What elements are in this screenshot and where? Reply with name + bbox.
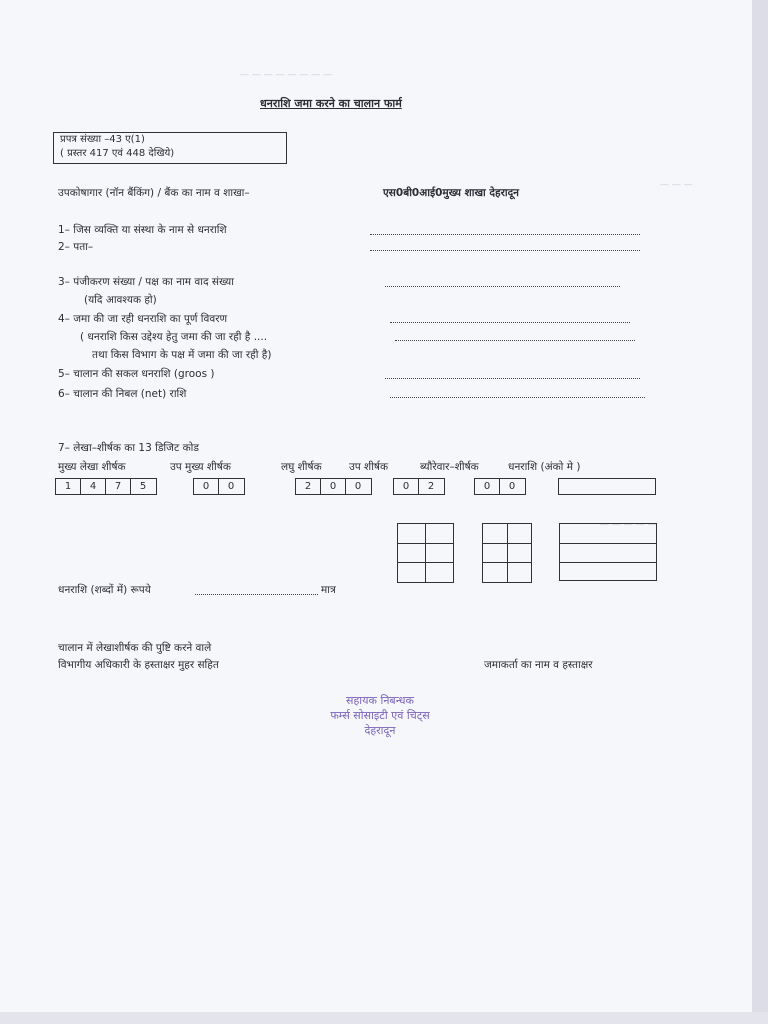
col-amount: धनराशि (अंको मे ) <box>508 461 581 473</box>
page-bottom-edge <box>0 1012 768 1024</box>
item-5-field[interactable] <box>385 378 640 379</box>
digit: 2 <box>427 481 435 492</box>
digit: 0 <box>508 481 516 492</box>
reference-line-1: प्रपत्र संख्या –43 ए(1) <box>60 134 145 145</box>
col-minor-head: लघु शीर्षक <box>281 461 322 473</box>
showthrough-text: — — — <box>660 180 693 190</box>
digit: 0 <box>227 481 235 492</box>
item-4-note-1: ( धनराशि किस उद्देश्य हेतु जमा की जा रही है .... <box>80 331 268 343</box>
digit: 0 <box>354 481 362 492</box>
major-head-digits[interactable] <box>55 478 157 495</box>
official-signature-label-1: चालान में लेखाशीर्षक की पुष्टि करने वाले <box>58 642 212 654</box>
bank-value: एस0बी0आई0मुख्य शाखा देहरादून <box>383 187 519 199</box>
item-3-note: (यदि आवश्यक हो) <box>84 294 157 306</box>
depositor-signature-label: जमाकर्ता का नाम व हस्ताक्षर <box>484 659 593 671</box>
stamp-line-2: फर्म्स सोसाइटी एवं चिट्स <box>330 709 430 722</box>
reference-line-2: ( प्रस्तर 417 एवं 448 देखिये) <box>60 148 175 159</box>
form-title: धनराशि जमा करने का चालान फार्म <box>260 97 402 110</box>
digit: 0 <box>394 479 419 494</box>
code-heading: 7– लेखा–शीर्षक का 13 डिजिट कोड <box>58 442 199 454</box>
page-edge <box>752 0 768 1024</box>
amount-words-field[interactable] <box>195 594 318 595</box>
digit: 2 <box>296 479 321 494</box>
sub-head-digits[interactable] <box>393 478 445 495</box>
small-grid-2[interactable] <box>482 523 532 583</box>
item-2-label: 2– पता– <box>58 241 94 253</box>
bank-label: उपकोषागार (नॉन बैंकिंग) / बैंक का नाम व शाखा– <box>58 187 250 199</box>
official-signature-label-2: विभागीय अधिकारी के हस्ताक्षर मुहर सहित <box>58 659 219 671</box>
item-3-field[interactable] <box>385 286 620 287</box>
amount-figures-field[interactable] <box>558 478 656 495</box>
col-detailed-head: ब्यौरेवार–शीर्षक <box>420 461 479 473</box>
item-6-field[interactable] <box>390 397 645 398</box>
showthrough-text: — — — — — <box>600 520 657 530</box>
digit: 4 <box>81 479 106 494</box>
item-1-label: 1– जिस व्यक्ति या संस्था के नाम से धनराशि <box>58 224 227 236</box>
item-5-label: 5– चालान की सकल धनराशि (groos ) <box>58 368 215 380</box>
col-sub-major-head: उप मुख्य शीर्षक <box>170 461 231 473</box>
official-stamp <box>300 693 460 738</box>
item-6-label: 6– चालान की निबल (net) राशि <box>58 388 187 400</box>
digit: 0 <box>321 479 346 494</box>
amount-words-label: धनराशि (शब्दों में) रूपये <box>58 584 151 596</box>
col-sub-head: उप शीर्षक <box>349 461 389 473</box>
reference-box <box>53 132 287 164</box>
digit: 0 <box>475 479 500 494</box>
small-grid-1[interactable] <box>397 523 454 583</box>
minor-head-digits[interactable] <box>295 478 372 495</box>
stamp-line-1: सहायक निबन्धक <box>346 694 414 707</box>
item-4-note-2: तथा किस विभाग के पक्ष में जमा की जा रही है) <box>92 349 272 361</box>
item-4-field-2[interactable] <box>395 340 635 341</box>
item-4-label: 4– जमा की जा रही धनराशि का पूर्ण विवरण <box>58 313 228 325</box>
col-major-head: मुख्य लेखा शीर्षक <box>58 461 126 473</box>
item-2-field[interactable] <box>370 250 640 251</box>
item-1-field[interactable] <box>370 234 640 235</box>
stamp-line-3: देहरादून <box>364 724 396 737</box>
showthrough-text: — — — — — — — — <box>240 70 333 80</box>
item-4-field[interactable] <box>390 322 630 323</box>
digit: 5 <box>139 481 147 492</box>
small-grid-3[interactable] <box>559 523 657 581</box>
sub-major-head-digits[interactable] <box>193 478 245 495</box>
item-3-label: 3– पंजीकरण संख्या / पक्ष का नाम वाद संख्या <box>58 276 234 288</box>
digit: 1 <box>56 479 81 494</box>
detailed-head-digits[interactable] <box>474 478 526 495</box>
amount-words-suffix: मात्र <box>321 584 336 596</box>
digit: 0 <box>194 479 219 494</box>
digit: 7 <box>106 479 131 494</box>
